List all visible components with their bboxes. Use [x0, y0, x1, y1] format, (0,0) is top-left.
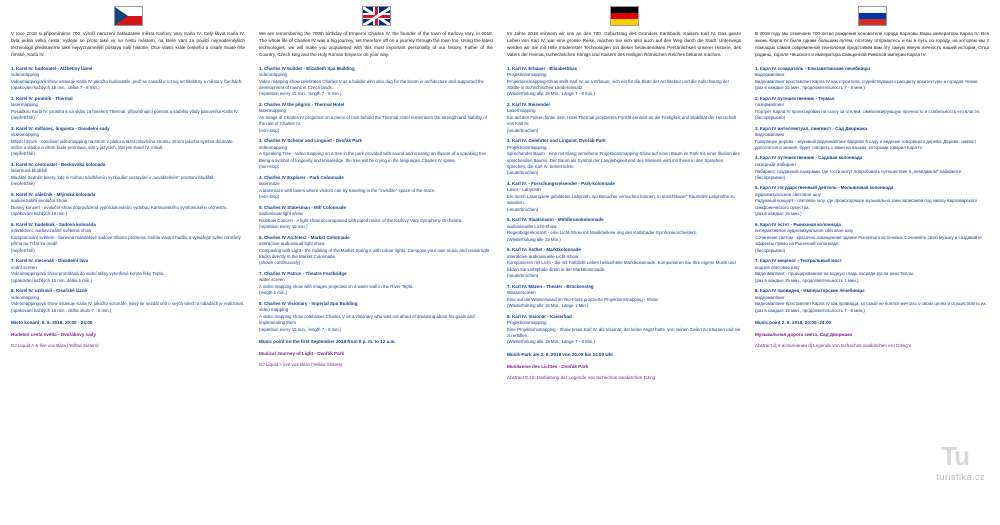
- item-body: Радужный концерт - световое шоу, где происходящее музыкально зани записаная под заказу Карловарского симфонического оркестра.: [755, 198, 978, 210]
- flag-row-czech: [11, 6, 245, 28]
- item-title: 7. Карл IV меценат - Театральный мост: [755, 258, 842, 264]
- footer-body: DJ Liquid A & live vox Bára (Yellow Sisters): [11, 343, 99, 349]
- item-body: Eine Projektionsmapping - Show preist Karl IV. als Visionär, der keine Angst hatte, von seinen Zielen zu träumen und sie zu erfüllen.: [507, 326, 741, 338]
- item-subtitle: интерактивное аудиовизуальное световое шоу: [755, 228, 854, 234]
- footer-block-russian: [755, 332, 989, 350]
- program-list-czech: [11, 66, 245, 314]
- footer-body: Abstract dj в исполнении dj Legende von tschechos owakischen ero DJing'a: [755, 343, 912, 349]
- item-schedule: (repetition every 15 min., length 7 - 8 min.): [259, 326, 342, 332]
- item-body: A video mapping show with images projected on a water wall in the River Teplá.: [259, 283, 414, 289]
- list-item[interactable]: [755, 258, 989, 284]
- list-item[interactable]: [507, 181, 741, 213]
- list-item[interactable]: [507, 217, 741, 243]
- item-subtitle: interaktive audiovisuelle Licht-Show: [507, 253, 579, 259]
- item-title: 2. Charles IV the pilgrim - Thermal Hotel: [259, 101, 345, 107]
- item-subtitle: Lasermapping: [507, 108, 536, 114]
- item-subtitle: audiovizuální evoluční show: [11, 198, 68, 204]
- item-title: 8. Charles IV Visionary - Imperial Spa Building: [259, 300, 358, 306]
- list-item[interactable]: [755, 288, 989, 314]
- item-schedule: (беспрерывно): [755, 114, 786, 120]
- column-german: [500, 6, 748, 521]
- footer-block-english: [259, 351, 493, 369]
- list-item[interactable]: [11, 288, 245, 314]
- footer-block-german: [507, 364, 741, 382]
- item-subtitle: videomapping: [11, 294, 40, 300]
- item-schedule: (беспрерывно): [755, 174, 786, 180]
- item-schedule: (unuterbrochen): [507, 206, 539, 212]
- item-body: A Speaking Tree - video mapping on a tree in the park provided with sound and creating an illusion of a speaking tree. Being a symbol of longevity and knowledge, the tree will be crying in the languages Charles IV spoke.: [259, 151, 488, 163]
- item-body: Ein auf den Felsen hinter dem Hotel Thermal projiziertes Porträt erinnert an die Festigkeit und Stabilität der Herrschaft von Karl IV.: [507, 114, 737, 127]
- item-schedule: (nepřetržitě): [11, 114, 35, 120]
- item-body: Портрет Карла IV проектирован на скалу за отелем, символизирующую прочность и стабильность его власти.: [755, 108, 981, 114]
- list-item[interactable]: [755, 126, 989, 152]
- item-body: Videomappingová show ostavuje Karla IV. jakožto budovatele, jenž se zasadil o rozvoj architektury a města v Čechách.: [11, 78, 243, 84]
- item-schedule: (opakování každých 10 min.): [11, 211, 68, 217]
- item-schedule: (Wiederholung alle 15 Min., Länge 1 Min.): [507, 303, 589, 309]
- item-title: 1. Karl IV. Erbauer - Elisabethbas: [507, 65, 578, 71]
- list-item[interactable]: [259, 66, 493, 98]
- item-subtitle: videomapping: [259, 72, 288, 78]
- item-schedule: (Wiederholung alle 15 Min., Länge 7 - 8 min.): [507, 91, 595, 97]
- item-schedule: (opakování každých 15 min., délka 7 - 8 min.): [11, 84, 100, 90]
- item-subtitle: lasermapping: [259, 108, 287, 114]
- item-schedule: (unuterbrochen): [507, 273, 539, 279]
- item-body: Dunivý koncert - evoluční show doprovázená vyprodukováním výdobou Karlovarského symfonického orchestru.: [11, 204, 228, 210]
- item-subtitle: lasermaze: [259, 181, 280, 187]
- list-item[interactable]: [11, 66, 245, 92]
- footer-block-czech: [11, 332, 245, 350]
- item-subtitle: water screen: [259, 277, 285, 283]
- item-schedule: (Wiederholung alle 15 Min.): [507, 236, 561, 242]
- intro-paragraph-english: We are remembering the 700th birthday of Emperor Charles IV, the founder of the town of Karlovy Vary, in 2018. The whole life of Charles IV was a big journey, set therefore off on a journey through the town too. Using the latest technologies, we will make you acquainted with this most important personality of our history, Father of the Country, Czech king and the Holy Roman Emperor on your way.: [259, 31, 493, 57]
- item-title: 6. Karel IV. hudebník - Sadová kolonáda: [11, 221, 96, 227]
- item-title: 4. Karel IV. cestovatel - Beskovská kolonáda: [11, 161, 106, 167]
- item-schedule: (non-stop): [259, 194, 280, 199]
- item-subtitle: Projektionsmapping: [507, 320, 547, 326]
- item-body: Videomappingová show promítaná do vodní stěny vytvořené koryta řeky Tepla.: [11, 271, 165, 277]
- event-date-czech: Místo konání: 8. 9. 2018, 20:00 - 24:00: [11, 319, 93, 325]
- item-body: Sprechender Baum - eine mit Klang versehene Projektionsmapping-Show auf einen Baum im Park mit einer Illusion des sprechenden Baums. Der Baum als Symbol der Langlebigkeit und des Wissens wird mit Ihnen in den Sprachen sprechen, die Karl IV. beherrschte.: [507, 151, 740, 170]
- item-subtitle: Wasserscreen: [507, 290, 536, 296]
- list-item[interactable]: [11, 96, 245, 122]
- item-schedule: (length 1 min.): [259, 290, 288, 296]
- item-subtitle: videomapping: [259, 144, 288, 150]
- item-body: Rainbow Concert - A light show accompanied with piped music of the Karlovy Vary Symphony Orchestra.: [259, 217, 463, 223]
- item-subtitle: лазермаппинг: [755, 102, 785, 108]
- flag-row-uk: [259, 6, 493, 28]
- item-schedule: (opakování každých 15 min., délka okolo 7 - 8 min.): [11, 307, 112, 313]
- item-body: Video mapping show celebrates Charles V as a builder who also dug for the boom in architecture and supported the development of towns in Czech lands.: [259, 78, 484, 90]
- footer-title: Musikreise des Lichtes - Dvořák Park: [507, 363, 589, 369]
- list-item[interactable]: [11, 258, 245, 284]
- list-item[interactable]: [755, 66, 989, 92]
- item-subtitle: Projektionsmapping: [507, 144, 547, 150]
- item-schedule: (раз в каждые 15 мин., продолжительность 7 - 8 мин.): [755, 84, 865, 90]
- item-subtitle: audiovisuelle Licht-Show: [507, 223, 557, 229]
- item-subtitle: videomapping: [11, 132, 40, 138]
- item-subtitle: водное световое шоу: [755, 264, 800, 270]
- item-body: Videomappingová show ostavuje Karla IV. jakožto vizionáře, který se nezdál snít o svých silech a náladách je realizovat.: [11, 301, 245, 307]
- item-title: 7. Karl IV. Mäzen - Theater - Brückensteg: [507, 283, 594, 289]
- item-subtitle: lasernová bludiště: [11, 168, 48, 174]
- watermark-text: turistika.cz: [936, 472, 985, 482]
- item-subtitle: interactive audiovisual light show: [259, 241, 325, 247]
- item-title: 2. Karl IV. Reisender: [507, 101, 551, 107]
- item-title: 8. Karel IV. uzdravil - Císařské lázně: [11, 288, 88, 294]
- event-date-english: Music point on the first September 2018 from 8 p. m. to 12 a.m.: [259, 339, 396, 344]
- item-schedule: (nepřetržitě): [11, 181, 35, 187]
- list-item[interactable]: [507, 102, 741, 134]
- item-body: Regenbogenkonzert - eine Licht-Show mit Musikbeilese ung des Karlsbader Symhonieorchesters.: [507, 230, 698, 236]
- list-item[interactable]: [507, 314, 741, 346]
- item-schedule: (unuterbrochen): [507, 127, 539, 133]
- item-schedule: (nepřetržitě): [11, 151, 35, 157]
- item-subtitle: video mapping: [259, 307, 289, 313]
- list-item[interactable]: [755, 155, 989, 181]
- item-subtitle: Projektionsmapping: [507, 72, 547, 78]
- item-subtitle: audiovisual light show: [259, 211, 303, 217]
- item-schedule: (repetition every 15 min., length 7 - 8 min.): [259, 91, 342, 97]
- intro-paragraph-russian: В 2018 году мы отмечаем 700-летие рождения основателя города Карловы Вары императора Карла IV. Вся жизнь Карла IV была одним большим путём, поэтому отправьтесь и вы в путь по городу, на котором мы с помощью самой современной технологии представим вам эту самую явную личность нашей истории, Отца родины, короля Чешского и императора Священной Римской империи Карла IV.: [755, 31, 989, 57]
- list-item[interactable]: [11, 126, 245, 158]
- event-date-german: Musik-Park am 2. 9. 2018 von 20.00 bis 24.00 Uhr: [507, 351, 614, 357]
- item-subtitle: Laser - Labyrinth: [507, 187, 541, 193]
- item-title: 4. Charles IV Explorer - Park Colonnade: [259, 174, 344, 180]
- item-title: 5. Карл IV государственный деятель - Мельничная колоннада: [755, 185, 894, 191]
- item-body: Posádkou Karla IV. prostíra k na skálu za hotelem Thermal, připomínající pomost a stabilitu vlády panovníka Karla IV.: [11, 108, 239, 114]
- item-schedule: (unuterbrochen): [507, 170, 539, 176]
- item-schedule: (opakování každých 15 min. délka 1 min.): [11, 277, 93, 283]
- item-title: 1. Карл IV созидатель - Елизаветинские лечебницы: [755, 65, 870, 71]
- program-list-russian: [755, 66, 989, 314]
- uk-flag: [362, 6, 391, 26]
- item-body: Видеомаппинг - проецированная на водную гладь посреди русла реки Теплы.: [755, 271, 915, 277]
- item-body: Eine auf die Wasserwand im Teo-Fluss projizierte Projektionsmapping - Show.: [507, 296, 659, 302]
- item-title: 7. Karel IV. mecenáš - Divadelní láva: [11, 258, 89, 264]
- item-body: Composing with Light - the building of the Market Spring it with colour lights. Compose your own music and create light tracks directly in the Market Colonnade.: [259, 247, 490, 259]
- item-title: 3. Karl IV. Gelehrter und Linguist, Dvořák-Park: [507, 138, 606, 144]
- event-date-russian: Music point 2. 9. 2018, 20:00 -24:00: [755, 319, 832, 325]
- item-body: Komponieren mit Licht - die mit Farblicht Leben belauchtele Marktkolonnade. Komponieren Sie Ihre eigene Musik und bilden Sie Lichtpfade direkt in der Marktkolonnade.: [507, 260, 736, 272]
- footer-body: DJ Liquid + live vox Bára (Yellow Sisters): [259, 362, 343, 368]
- item-body: Говорящее дерево - звуковый видеомаппинг вдерево в саду и видение говорящего дерева. Дерево, символ долголетия и знания, будет говорить с вами на языках, которыми говорил Карл IV.: [755, 138, 976, 150]
- item-title: 6. Charles IV Architect - Market Colonnade: [259, 234, 350, 240]
- item-schedule: (nepřetržitě): [11, 247, 35, 253]
- item-title: 8. Карл IV провидец - Императорские лечебницы: [755, 288, 865, 294]
- column-russian: [748, 6, 996, 521]
- item-subtitle: видеомаппинг: [755, 132, 785, 138]
- item-title: 2. Karel IV. poutník - Thermal: [11, 95, 73, 101]
- list-item[interactable]: [755, 185, 989, 217]
- item-body: Mluvící strom - concílení videomapping na strom v parku a lázní mluvícího stromu. Strom jakožto symbol doutnáte vidíce u vládce a všem bude promluva, stát v jazycích, kterými Karel IV. mluvil.: [11, 138, 233, 150]
- item-schedule: (Wiederholung alle 15 Min., Länge 7 - 8 Min.): [507, 339, 595, 345]
- item-title: 4. Karl IV. - Forschungsreisender - Park-kolonnade: [507, 180, 615, 186]
- item-schedule: (repetition every 15 min.): [259, 223, 308, 229]
- column-english: [252, 6, 500, 521]
- flag-row-russian: [755, 6, 989, 28]
- item-title: 1. Karel IV. budovatel - Alžbětiny lázně: [11, 65, 93, 71]
- russian-flag: [858, 6, 887, 26]
- item-subtitle: лазерный лабиринт: [755, 161, 797, 167]
- list-item[interactable]: [11, 162, 245, 188]
- footer-title: Музыкальная дорога света, Сад Дворжака: [755, 331, 853, 337]
- list-item[interactable]: [259, 102, 493, 134]
- item-schedule: (беспрерывно): [755, 247, 786, 253]
- item-title: 5. Karel IV. válečník - Mlýnská kolonáda: [11, 191, 96, 197]
- item-body: Ein durch Laserspiele gebildetes Labyrinth, wo Besucher versuchen können, in unsichtbarer" Raumdes Labyrinths zu wandern.: [507, 194, 735, 206]
- item-schedule: (shown continuously): [259, 260, 301, 266]
- item-subtitle: lasermapping: [11, 102, 39, 108]
- item-subtitle: vodní screen: [11, 264, 37, 270]
- item-body: Сочинение светом - красочно освещенная здание Рыночного источника. Сочиняйте свою музыку и создавайте эффекты прямо на Рыночной колоннаде.: [755, 234, 982, 247]
- item-title: 3. Карл IV интеллектуал, лингвист - Сад Дворжака: [755, 125, 868, 131]
- item-title: 6. Karl IV. Ästhet - Marktkolonnade: [507, 247, 581, 253]
- intro-paragraph-german: Im Jahre 2018 erinnern wir uns an den 700. Geburtstag des Gründers Karlsbads, Kaisers Karl IV. Das ganze Leben von Karl IV. war eine grosse Reise, machen Sie sich also auch auf den Weg durch die Stadt. Unterwegs werden wir Sie mit Hilfe modernster Technologien mit dieser bedeutendsten Persönlichkeit unserer Historie, des Vaters der Heimat, tschechischen Königs und Kaisers des Heiligen Römischen Reiches bekannt machen.: [507, 31, 741, 57]
- watermark-logo: Tu: [941, 441, 969, 471]
- item-subtitle: аудиовизуальное световое шоу: [755, 191, 821, 197]
- list-item[interactable]: [259, 175, 493, 201]
- item-subtitle: видеомаппинг: [755, 294, 785, 300]
- item-body: Видеомаппинг проставляет Карла IV как строителя, содействующего расцвету архитектуры и городов Чехии.: [755, 78, 979, 84]
- item-title: 3. Charles IV Scholar and Linguist - Dvořák Park: [259, 138, 363, 144]
- item-body: Komponování světlem - barevná mandalové sadové tribuno promena. Světla vlastní hudbu a vytvářejte světe na střelý přímo na Tržní ko oradě: [11, 234, 241, 247]
- list-item[interactable]: [11, 222, 245, 254]
- item-subtitle: видеомаппинг: [755, 72, 785, 78]
- item-body: An image of Charles IV projected on a piece of rock behind the Thermal Hotel remembers the strength and stability of the rule of Charles IV.: [259, 114, 487, 127]
- item-body: Лабиринт, созданный лазерами, где гости могут попробовать путешествие в „невидимом“ лабиринте.: [755, 168, 963, 174]
- column-czech: [4, 6, 252, 521]
- item-schedule: (non-stop): [259, 164, 280, 170]
- footer-title: Musical Journey of Light - Dvořák Park: [259, 351, 345, 356]
- footer-title: Hudební cesta světla - Dvořákovy sady: [11, 331, 97, 337]
- item-body: A video mapping show celebrates Charles V as a visionary who was not afraid of dreaming about his goals and implementing them: [259, 313, 475, 326]
- program-list-english: [259, 66, 493, 333]
- item-title: 8. Karl IV. Visionär - Kaiserbad: [507, 313, 572, 319]
- item-body: Projektionsmapping-Show stellt Karl IV. as a Erbauer, sich ein für die Blüte der Architektur und die Aufschwung der Städte in tschechischen Ländereinsatz: [507, 78, 730, 90]
- footer-body: Abstract DJ in Darbietung der Legende von tschechos owakischen DJing: [507, 375, 656, 381]
- list-item[interactable]: [259, 301, 493, 333]
- list-item[interactable]: [259, 205, 493, 231]
- list-item[interactable]: [755, 222, 989, 254]
- item-title: 2. Карл IV путешественник - Термал: [755, 95, 835, 101]
- list-item[interactable]: [259, 235, 493, 267]
- program-list-german: [507, 66, 741, 346]
- german-flag: [610, 6, 639, 26]
- item-schedule: (non-stop): [259, 127, 280, 133]
- item-title: 5. Karl IV. Staatsmann - Mühlbrunnkolonnade: [507, 217, 604, 223]
- item-title: 4. Карл IV путешественник - Садовая колоннада: [755, 155, 863, 161]
- list-item[interactable]: [755, 96, 989, 122]
- item-subtitle: videomapping: [11, 72, 40, 78]
- czech-flag: [114, 6, 143, 26]
- item-title: 1. Charles IV builder - Elizabeth Spa Building: [259, 65, 355, 71]
- list-item[interactable]: [507, 138, 741, 177]
- list-item[interactable]: [507, 66, 741, 98]
- list-item[interactable]: [507, 247, 741, 279]
- item-body: Bludiště bednén lasery, kde si mohou návštěvníci vyzkoušet cestování v „neviditelném“ prostoru bludiště.: [11, 174, 215, 180]
- list-item[interactable]: [507, 284, 741, 310]
- list-item[interactable]: [11, 192, 245, 218]
- flag-row-german: [507, 6, 741, 28]
- item-schedule: (раз в каждые 15 мин., продолжительность 7 - 8 мин.): [755, 307, 865, 313]
- item-body: A lasermaze with lasers where visitors can try traveling in the "invisible" space of the maze.: [259, 187, 436, 193]
- list-item[interactable]: [259, 138, 493, 170]
- item-title: 3. Karel IV. milfanec, linguista - Divadelní sady: [11, 125, 110, 131]
- item-schedule: (раз в каждые 15 мин.): [755, 211, 802, 217]
- list-item[interactable]: [259, 271, 493, 297]
- item-subtitle: interaktivní, audiovizuální světelná show: [11, 228, 92, 234]
- item-title: 7. Charles IV Patron - Theatre Footbridge: [259, 270, 347, 276]
- item-body: Видеомаппинг проставляет Карла IV как провидца, который не боялся мечтать о своих целях и осуществлять их.: [755, 301, 987, 307]
- intro-paragraph-czech: V roce 2018 si připomínáme 700. výročí narození zakladatele města Karlovy Vary Karla IV. Celý škvot Karla IV. byla jedna velká cesta, vydejte se proto také vy na cestu městem, na které vám za pouští nejmodernějších technologií představíme také nejvýznamnější postavu naší historie, Otce vlasti, krále českého a císaře Svaté říše římské, Karla IV.: [11, 31, 245, 57]
- item-schedule: (раз в каждые 15 мин., продолжительность 1 мин.): [755, 277, 859, 283]
- item-title: 5. Charles IV Statesman - Mill Colonnade: [259, 204, 347, 210]
- item-title: 6. Карл IV эстет - Рыночная колоннада: [755, 221, 841, 227]
